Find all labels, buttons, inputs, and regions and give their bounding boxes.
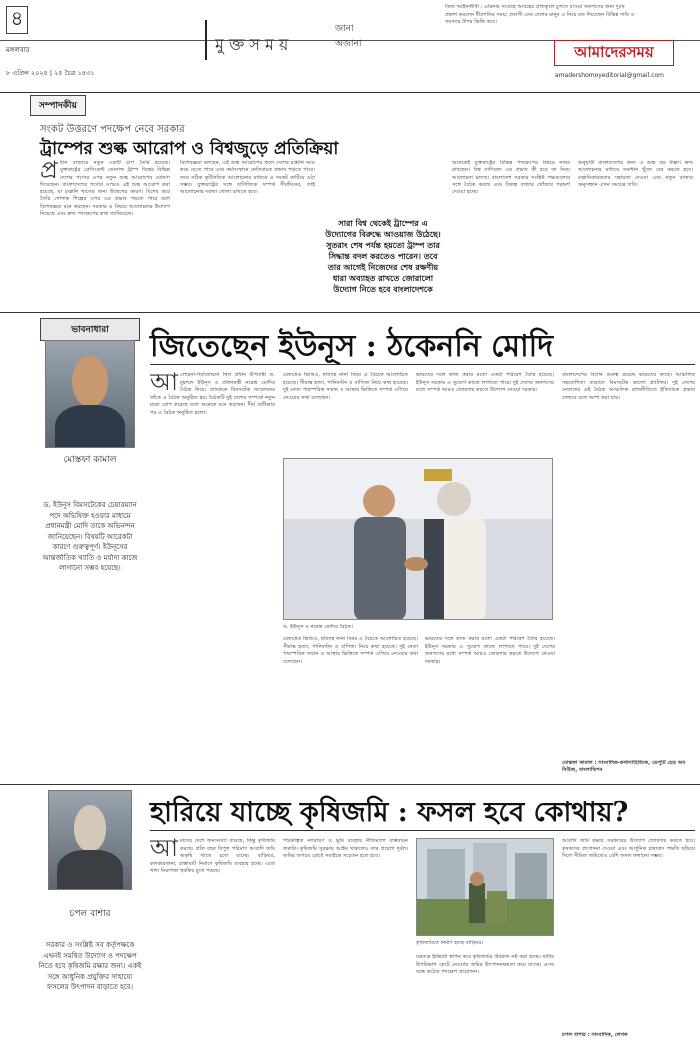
top-note: ডিজ আইনজীবী : এরিনার সংগ্রহে আবহের প্রতিকূলে চুপসে যাওয়া জনগণের জন্য দুঃখ প্রকাশ করলেন ধীরগতির সময়; প্রবাসী এবং দেশের মানুষ এ নিয়ে মত দিয়েছেন বিভিন্ন দাবি ও সমস্যার উপর ভিত্তি করে। (445, 4, 635, 25)
author-photo-chapal-bashar (48, 790, 132, 890)
editorial-column-1-text: ধান বাজারে নতুন একটি চাপ তৈরি হয়েছে। যুক্তরাষ্ট্রের প্রেসিডেন্ট ডোনাল্ড ট্রাম্প বিশ্বের বিভিন্ন দেশের পণ্যের ওপর নতুন শুল্ক আরোপের ঘোষণা দিয়েছেন। বাংলাদেশের পণ্যের ওপরও এই শুল্ক আরোপ করা হয়েছে, যা রপ্তানি খাতের জন্য উদ্বেগের কারণ। বিশেষ করে তৈরি পোশাক শিল্পের ওপর এর প্রভাব পড়তে পারে বলে বিশেষজ্ঞরা মনে করছেন। সরকার এ বিষয়ে আলোচনার উদ্যোগ নিয়েছে এবং দ্রুত পদক্ষেপের কথা জানিয়েছে। (40, 160, 170, 218)
article-1-headline: জিতেছেন ইউনূস : ঠকেননি মোদি (150, 329, 554, 364)
editorial-top-rule (0, 92, 700, 93)
article-2-byline: চপল বাশার : সাংবাদিক, লেখক (562, 1032, 628, 1038)
editorial-column-1 (40, 160, 170, 308)
article-1-headline-rule (150, 364, 695, 365)
article-1-photo-handshake (283, 458, 553, 620)
editorial-bottom-rule (0, 312, 700, 313)
article-2-dropcap: আ (150, 838, 178, 862)
masthead-sub-2: অজানা (335, 39, 362, 49)
section-label: ভাবনাধারা (40, 318, 140, 341)
article-1-column-3: ভারতের সঙ্গে কাজ করার মতো একটা পরিবেশ তৈরি হয়েছে। ইউনূস সরকার এ সুযোগ কাজে লাগাতে পারে। দুই দেশের জনগণের মধ্যে সম্পর্ক আরও জোরদার করতে উদ্যোগ নেওয়া দরকার। (416, 372, 554, 393)
page-number: ৪ (6, 6, 28, 34)
day-label: মঙ্গলবার (6, 46, 30, 54)
article-1-column-2b: রেকর্ডেড ভিডিও, ছবিসহ নানা বিষয় এ বৈঠকে আলোচিত হয়েছে। সীমান্ত হত্যা, পানিবণ্টন ও বাণিজ্য নিয়ে কথা হয়েছে। দুই নেতা পারস্পরিক সম্মান ও আস্থার ভিত্তিতে সম্পর্ক এগিয়ে নেওয়ার কথা বলেছেন। (283, 636, 418, 665)
article-2-headline-rule (150, 830, 695, 831)
newspaper-logo: আমাদেরসময় (554, 40, 674, 66)
editorial-dropcap: প্র (40, 160, 58, 184)
author-name-1: মোস্তফা কামাল (63, 455, 117, 465)
article-1-column-1 (150, 372, 275, 780)
masthead-subtitle (335, 22, 361, 52)
masthead-title: মুক্তসময় (215, 35, 294, 54)
article-2-photo-farmland (416, 838, 554, 936)
article-2-column-1-text: মাদের দেশে জনসংখ্যা বাড়ছে, কিন্তু কৃষিজমি কমছে। প্রতি বছর বিপুল পরিমাণ আবাদি জমি অকৃষি খাতে চলে যাচ্ছে। বাড়িঘর, কলকারখানা, রাস্তাঘাট নির্মাণে কৃষিজমি ব্যবহার হচ্ছে। এতে খাদ্য নিরাপত্তা হুমকির মুখে পড়ছে। (150, 838, 275, 874)
editorial-column-2: বিশেষজ্ঞরা বলছেন, এই শুল্ক আরোপের ফলে দেশের রপ্তানি আয় কমে যেতে পারে এবং কর্মসংস্থানে নেতিবাচক প্রভাব পড়তে পারে। তবে সঠিক কূটনৈতিক আলোচনার মাধ্যমে এ সংকট কাটিয়ে ওঠা সম্ভব। যুক্তরাষ্ট্রের সঙ্গে বাণিজ্যিক সম্পর্ক দীর্ঘদিনের, তাই আলোচনার দরজা খোলা রাখতে হবে। (180, 160, 315, 196)
editorial-tag: সম্পাদকীয় (30, 95, 86, 116)
handshake-photo-illustration (284, 459, 553, 620)
editorial-pull-quote: সারা বিশ্ব থেকেই ট্রাম্পের এ উদ্যোগের বিরুদ্ধে আওয়াজ উঠেছে। সুতরাং শেষ পর্যন্ত হয়তো ট্রাম্প তার সিদ্ধান্ত বদল করতেও পারেন। তবে তার আগেই নিজেদের শেষ রক্ষণীয় ধারা অব্যাহত রাখতে জোরালো উদ্যোগ নিতে হবে বাংলাদেশকে (325, 219, 441, 294)
editorial-email: amadershomoyeditorial@gmail.com (555, 72, 664, 79)
article-1-aside: ড. ইউনূস বিমসটেকের চেয়ারম্যান পদে অভিষিক্ত হওয়ার মাধ্যমে প্রধানমন্ত্রী মোদি তাকে অভিনন্দন জানিয়েছেন। বিষয়টি আরেকটা কারণে গুরুত্বপূর্ণ। ইউনূসের আন্তর্জাতিক খ্যাতি ও মর্যাদা কাজে লাগানো সম্ভব হয়েছে। (42, 501, 138, 572)
masthead-sub-1: জানা (335, 24, 354, 34)
article-1-column-4: বাংলাদেশের বিশেষ গুরুত্ব রয়েছে ভারতের কাছে। আঞ্চলিক সহযোগিতা বাড়াতে বিমসটেক ভালো প্ল্যাটফর্ম। দুই দেশের নেতাদের এই বৈঠক আঞ্চলিক রাজনীতিতে ইতিবাচক প্রভাব ফেলবে বলে আশা করা যায়। (562, 372, 695, 401)
editorial-headline: ট্রাম্পের শুল্ক আরোপ ও বিশ্বজুড়ে প্রতিক্রিয়া (40, 139, 339, 159)
article-2-photo-caption: কৃষিজমিতে নির্মাণ হচ্ছে বাড়িঘর। (416, 940, 484, 946)
article-1-photo-caption: ড. ইউনূস ও নরেন্দ্র মোদির বৈঠক। (283, 624, 353, 630)
articles-divider (0, 784, 700, 785)
article-2-aside: সরকার ও সংশ্লিষ্ট সব কর্তৃপক্ষকে এখনই সমন্বিত উদ্যোগ ও পদক্ষেপ নিতে হবে কৃষিজমি রক্ষার জন্য। একই সঙ্গে আধুনিক প্রযুক্তির সাহায্যে ফসলের উৎপাদন বাড়াতে হবে। (38, 941, 142, 991)
editorial-column-4: অনুযায়ী বাংলাদেশের জন্য এ শুল্ক বড় ধাক্কা। দ্রুত আলোচনার মাধ্যমে সমাধান খুঁজে বের করতে হবে। রপ্তানিকারকদের সহায়তা দেওয়া এবং নতুন বাজার অনুসন্ধান এখন সময়ের দাবি। (578, 160, 693, 188)
article-1-column-3b: ভারতের সঙ্গে কাজ করার মতো একটা পরিবেশ তৈরি হয়েছে। ইউনূস সরকার এ সুযোগ কাজে লাগাতে পারে। দুই দেশের জনগণের মধ্যে সম্পর্ক আরও জোরদার করতে উদ্যোগ নেওয়া দরকার। (425, 636, 555, 665)
article-1-column-2: রেকর্ডেড ভিডিও, ছবিসহ নানা বিষয় এ বৈঠকে আলোচিত হয়েছে। সীমান্ত হত্যা, পানিবণ্টন ও বাণিজ্য নিয়ে কথা হয়েছে। দুই নেতা পারস্পরিক সম্মান ও আস্থার ভিত্তিতে সম্পর্ক এগিয়ে নেওয়ার কথা বলেছেন। (283, 372, 408, 401)
article-1-column-1-text: লোচনা-পর্যালোচনা ছিল প্রধান উপদেষ্টা ড. মুহাম্মদ ইউনূস ও প্রধানমন্ত্রী নরেন্দ্র মোদির বৈঠক নিয়ে। ব্যাংককে বিমসটেক সম্মেলনের ফাঁকে এ বৈঠক অনুষ্ঠিত হয়। বৈঠকটি দুই দেশের সম্পর্কে নতুন মাত্রা যোগ করেছে বলে অনেকে মনে করছেন। দীর্ঘ প্রতীক্ষার পর এ বৈঠক অনুষ্ঠিত হলো। (150, 372, 275, 416)
date-label: ৮ এপ্রিল ২০২৫ | ২৫ চৈত্র ১৪৩১ (6, 69, 95, 77)
article-2-column-4: আবাদি জমি রক্ষায় সরকারের উদ্যোগ জোরদার করতে হবে। কৃষকদের প্রণোদনা দেওয়া এবং আধুনিক চাষাবাদ পদ্ধতি ছড়িয়ে দিলে সীমিত জমিতেও বেশি ফসল ফলানো সম্ভব। (562, 838, 695, 859)
editorial-column-3: অনেকেই যুক্তরাষ্ট্রের বিভিন্ন পদক্ষেপের বিষয়ে নজর রাখছেন। বিশ্ব বাণিজ্যে এর প্রভাব কী হবে তা নিয়ে আলোচনা চলছে। বাংলাদেশ সরকার সংশ্লিষ্ট পক্ষগুলোর সঙ্গে বৈঠক করছে এবং বিকল্প বাজার খোঁজার পরামর্শ দেওয়া হচ্ছে। (452, 160, 570, 196)
editorial-kicker: সংকট উত্তরণে পদক্ষেপ নেবে সরকার (40, 124, 185, 135)
article-1-dropcap: আ (150, 372, 178, 396)
article-2-headline: হারিয়ে যাচ্ছে কৃষিজমি : ফসল হবে কোথায়? (150, 797, 629, 828)
section-masthead (205, 20, 340, 60)
article-2-column-3: যত্রতত্র ইটভাটা স্থাপন করে কৃষিজমির উর্বরতা নষ্ট করা হচ্ছে। মাটির উপরিভাগ কেটে নেওয়ায় জমির উৎপাদনক্ষমতা কমে যাচ্ছে। এসব বন্ধে কঠোর পদক্ষেপ প্রয়োজন। (416, 954, 554, 975)
article-1-byline: মোস্তফা কামাল : সাংবাদিক-কথাসাহিত্যিক, ডেপুটি হেড অব নিউজ, বাংলাভিশন (562, 760, 686, 773)
article-2-column-1 (150, 838, 275, 1044)
author-name-2: চপল বাশার (69, 909, 111, 919)
farmland-photo-illustration (417, 839, 554, 936)
article-2-column-2: পরিকল্পিত নগরায়ণ ও ভূমি ব্যবহার নীতিমালা বাস্তবায়ন জরুরি। কৃষিজমি সুরক্ষায় আইন থাকলেও তার প্রয়োগ দুর্বল। জমির অপচয় রোধে সবাইকে সচেতন হতে হবে। (283, 838, 408, 859)
author-photo-mostofa-kamal (45, 340, 135, 448)
